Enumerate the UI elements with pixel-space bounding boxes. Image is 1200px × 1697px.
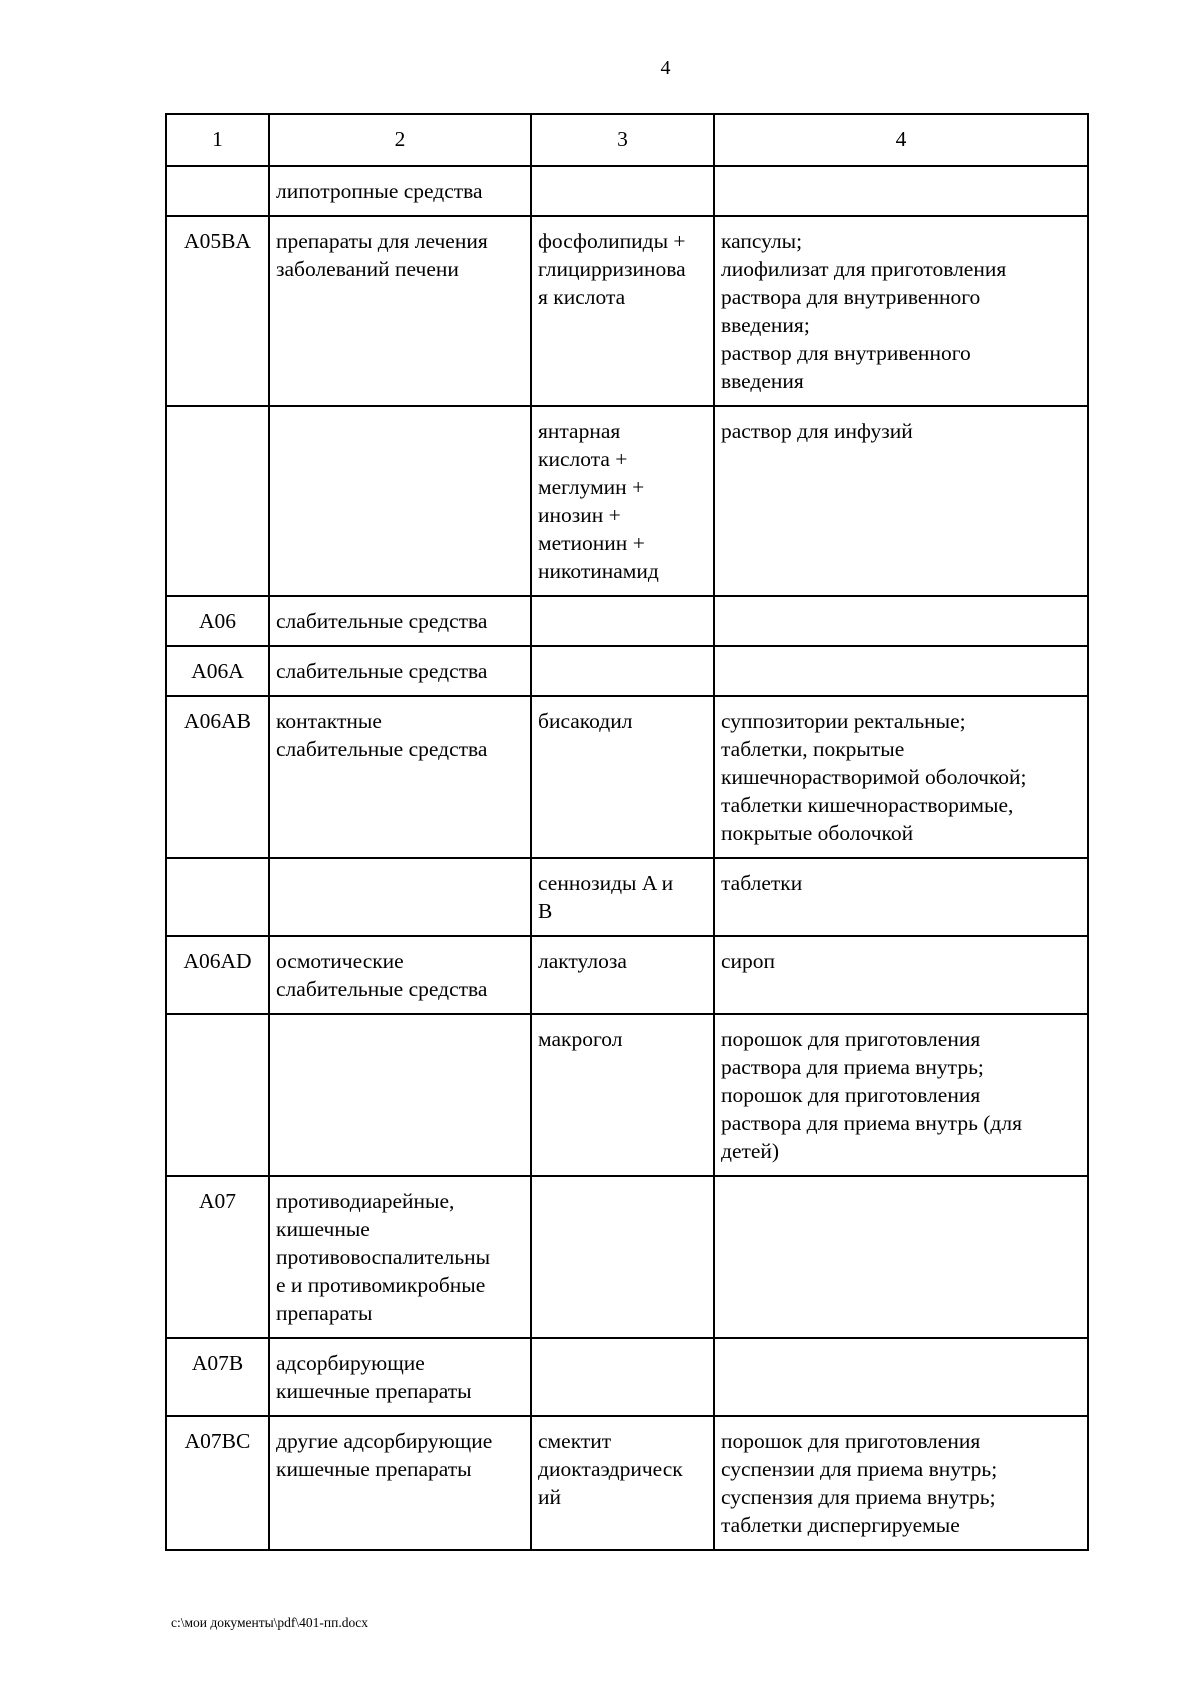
group-line: слабительные средства <box>276 609 488 633</box>
substance-line: бисакодил <box>538 709 633 733</box>
atc-code-cell: A06AD <box>166 936 269 1014</box>
atc-code-cell: A05BA <box>166 216 269 406</box>
group-cell <box>269 858 531 936</box>
group-cell <box>269 166 531 216</box>
group-line: контактные <box>276 709 382 733</box>
group-line: кишечные <box>276 1217 370 1241</box>
group-line: слабительные средства <box>276 977 488 1001</box>
group-line: осмотические <box>276 949 404 973</box>
dosage-form-line: сироп <box>721 949 776 973</box>
table-row <box>166 1014 1088 1176</box>
table-row <box>166 216 1088 406</box>
dosage-form-line: порошок для приготовления <box>721 1083 981 1107</box>
group-cell <box>269 936 531 1014</box>
group-line: препараты для лечения <box>276 229 488 253</box>
dosage-form-line: раствор для инфузий <box>721 419 913 443</box>
table-row <box>166 1338 1088 1416</box>
substance-cell <box>531 1176 714 1338</box>
dosage-form-line: введения; <box>721 313 810 337</box>
atc-code-cell: A06 <box>166 596 269 646</box>
dosage-form-line: суппозитории ректальные; <box>721 709 966 733</box>
substance-cell <box>531 1338 714 1416</box>
table-row <box>166 166 1088 216</box>
dosage-form-cell <box>714 1176 1088 1338</box>
dosage-form-line: порошок для приготовления <box>721 1429 981 1453</box>
group-cell <box>269 1338 531 1416</box>
group-cell <box>269 646 531 696</box>
dosage-form-line: раствор для внутривенного <box>721 341 971 365</box>
atc-code-cell <box>166 406 269 596</box>
substance-line: кислота + <box>538 447 628 471</box>
dosage-form-cell <box>714 858 1088 936</box>
substance-line: инозин + <box>538 503 621 527</box>
dosage-form-line: кишечнорастворимой оболочкой; <box>721 765 1027 789</box>
dosage-form-cell <box>714 596 1088 646</box>
atc-code-cell <box>166 166 269 216</box>
dosage-form-cell <box>714 1338 1088 1416</box>
dosage-form-cell <box>714 216 1088 406</box>
header-cell: 2 <box>269 114 531 166</box>
dosage-form-line: суспензия для приема внутрь; <box>721 1485 996 1509</box>
substance-cell <box>531 1014 714 1176</box>
substance-line: я кислота <box>538 285 626 309</box>
page-number: 4 <box>660 57 671 79</box>
dosage-form-line: таблетки диспергируемые <box>721 1513 960 1537</box>
dosage-form-cell <box>714 166 1088 216</box>
substance-cell <box>531 858 714 936</box>
atc-code-cell: A06A <box>166 646 269 696</box>
substance-line: никотинамид <box>538 559 659 583</box>
dosage-form-line: введения <box>721 369 804 393</box>
table-row <box>166 596 1088 646</box>
substance-line: метионин + <box>538 531 645 555</box>
substance-line: янтарная <box>538 419 621 443</box>
group-line: слабительные средства <box>276 659 488 683</box>
group-cell <box>269 1416 531 1550</box>
drug-table <box>165 113 1089 1551</box>
dosage-form-line: покрытые оболочкой <box>721 821 914 845</box>
substance-cell <box>531 1416 714 1550</box>
group-line: противовоспалительны <box>276 1245 491 1269</box>
dosage-form-line: лиофилизат для приготовления <box>721 257 1007 281</box>
dosage-form-line: раствора для приема внутрь (для <box>721 1111 1022 1135</box>
dosage-form-line: суспензии для приема внутрь; <box>721 1457 998 1481</box>
header-cell: 1 <box>166 114 269 166</box>
group-line: слабительные средства <box>276 737 488 761</box>
substance-line: диоктаэдрическ <box>538 1457 683 1481</box>
header-cell: 3 <box>531 114 714 166</box>
group-line: е и противомикробные <box>276 1273 486 1297</box>
group-cell <box>269 696 531 858</box>
dosage-form-line: порошок для приготовления <box>721 1027 981 1051</box>
group-line: заболеваний печени <box>276 257 459 281</box>
substance-line: меглумин + <box>538 475 645 499</box>
substance-cell <box>531 216 714 406</box>
group-line: противодиарейные, <box>276 1189 455 1213</box>
substance-line: ий <box>538 1485 562 1509</box>
substance-cell <box>531 166 714 216</box>
table-row <box>166 858 1088 936</box>
substance-cell <box>531 596 714 646</box>
substance-cell <box>531 406 714 596</box>
atc-code-cell <box>166 1014 269 1176</box>
substance-cell <box>531 646 714 696</box>
substance-line: фосфолипиды + <box>538 229 686 253</box>
group-line: кишечные препараты <box>276 1379 472 1403</box>
substance-line: сеннозиды A и <box>538 871 674 895</box>
table-row <box>166 936 1088 1014</box>
dosage-form-line: таблетки, покрытые <box>721 737 905 761</box>
group-cell <box>269 216 531 406</box>
table-row <box>166 1416 1088 1550</box>
dosage-form-cell <box>714 406 1088 596</box>
substance-line: глицирризинова <box>538 257 686 281</box>
dosage-form-line: таблетки <box>721 871 803 895</box>
atc-code-cell: A07B <box>166 1338 269 1416</box>
substance-line: лактулоза <box>538 949 627 973</box>
atc-code-cell: A07 <box>166 1176 269 1338</box>
group-line: препараты <box>276 1301 373 1325</box>
substance-cell <box>531 936 714 1014</box>
table-header-row <box>166 114 1088 166</box>
atc-code-cell: A07BC <box>166 1416 269 1550</box>
table-row <box>166 1176 1088 1338</box>
dosage-form-line: раствора для приема внутрь; <box>721 1055 984 1079</box>
substance-cell <box>531 696 714 858</box>
group-cell <box>269 406 531 596</box>
group-cell <box>269 1014 531 1176</box>
atc-code-cell: A06AB <box>166 696 269 858</box>
dosage-form-line: детей) <box>721 1139 780 1163</box>
file-path-footer: c:\мои документы\pdf\401-пп.docx <box>171 1615 368 1630</box>
group-cell <box>269 596 531 646</box>
group-line: кишечные препараты <box>276 1457 472 1481</box>
dosage-form-line: раствора для внутривенного <box>721 285 981 309</box>
substance-line: B <box>538 899 553 923</box>
table-row <box>166 406 1088 596</box>
dosage-form-cell <box>714 1014 1088 1176</box>
group-cell <box>269 1176 531 1338</box>
substance-line: смектит <box>538 1429 612 1453</box>
dosage-form-line: таблетки кишечнорастворимые, <box>721 793 1014 817</box>
dosage-form-cell <box>714 1416 1088 1550</box>
table-row <box>166 696 1088 858</box>
dosage-form-cell <box>714 646 1088 696</box>
group-line: другие адсорбирующие <box>276 1429 493 1453</box>
header-cell: 4 <box>714 114 1088 166</box>
atc-code-cell <box>166 858 269 936</box>
dosage-form-cell <box>714 696 1088 858</box>
table-row <box>166 646 1088 696</box>
substance-line: макрогол <box>538 1027 623 1051</box>
dosage-form-line: капсулы; <box>721 229 803 253</box>
group-line: адсорбирующие <box>276 1351 425 1375</box>
dosage-form-cell <box>714 936 1088 1014</box>
group-line: липотропные средства <box>276 179 483 203</box>
